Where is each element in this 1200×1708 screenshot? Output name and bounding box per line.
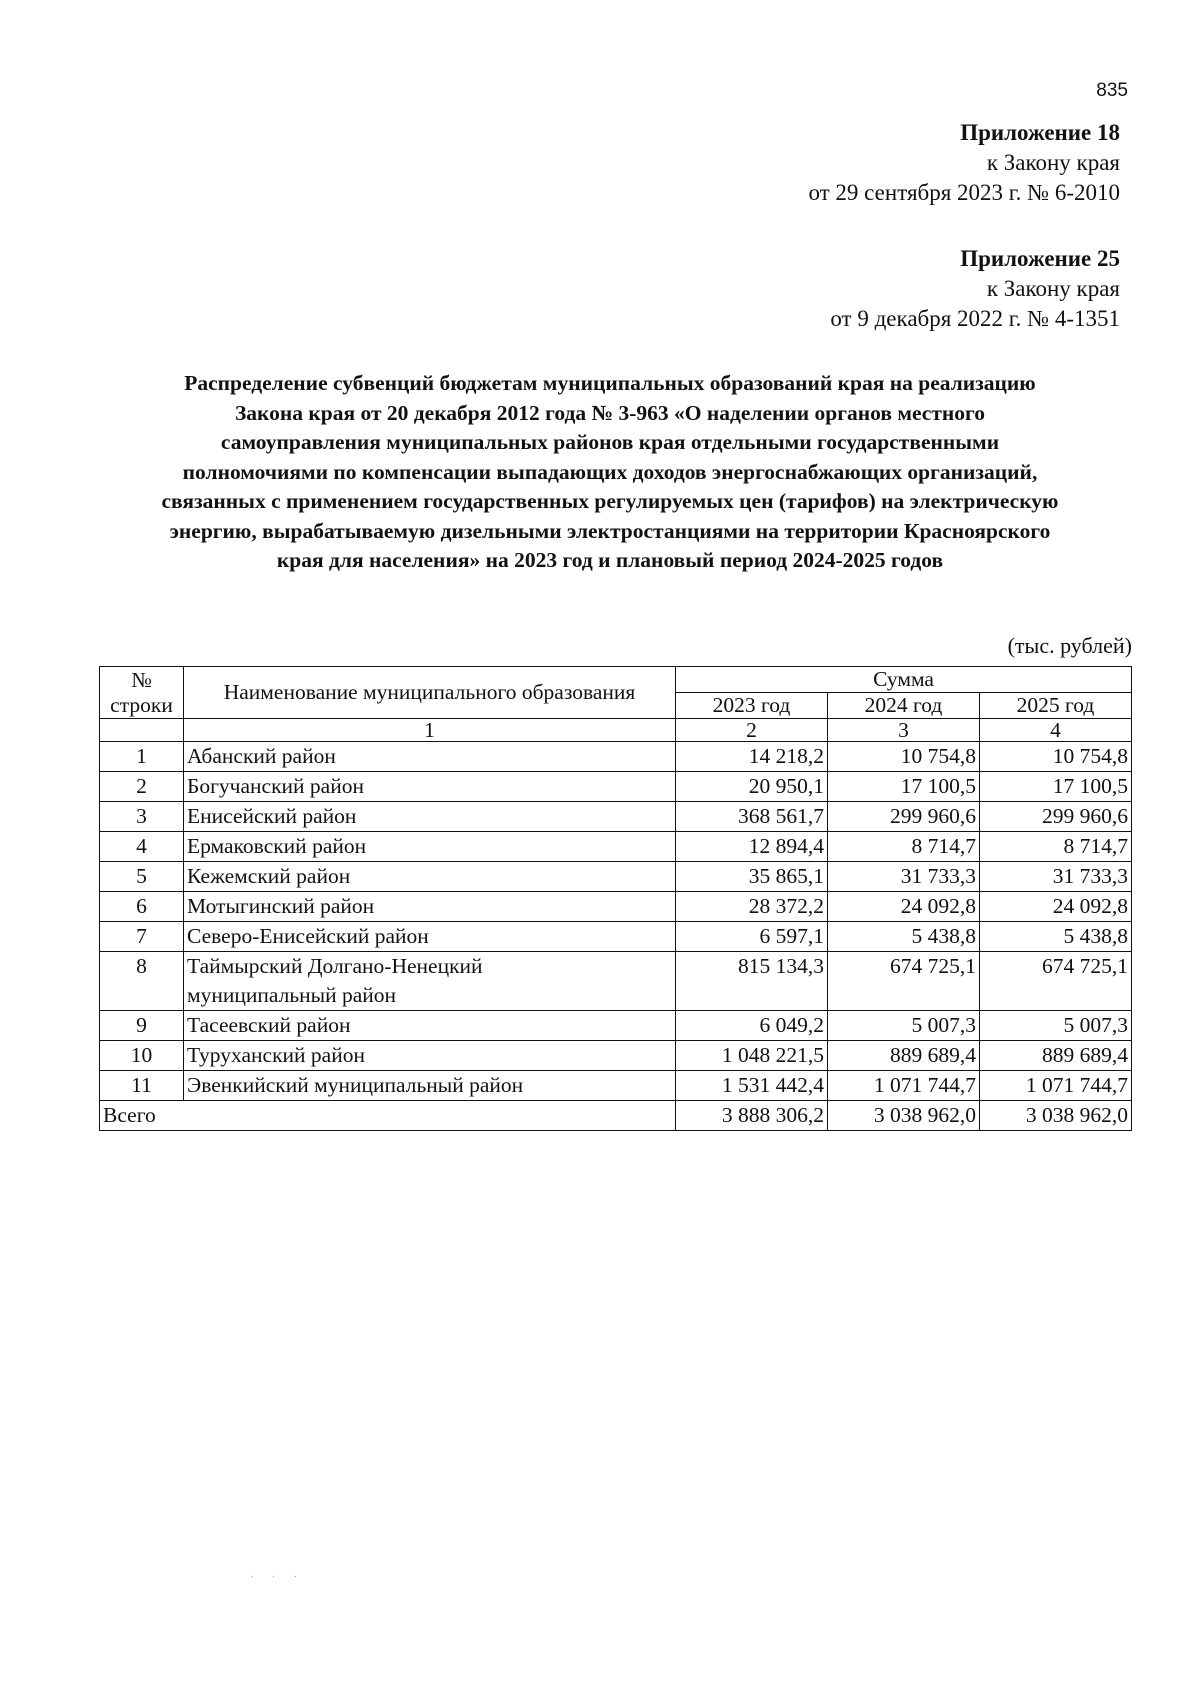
appendix-current-law: к Закону края [986, 150, 1120, 175]
value-2023: 20 950,1 [676, 772, 828, 802]
column-number: 3 [828, 719, 980, 742]
value-2024: 17 100,5 [828, 772, 980, 802]
value-2023: 368 561,7 [676, 802, 828, 832]
value-2025: 889 689,4 [980, 1041, 1132, 1071]
appendix-original-block [830, 244, 1120, 334]
municipality-name: Ермаковский район [184, 832, 676, 862]
table-row [100, 952, 1132, 1011]
appendix-current-date: от 29 сентября 2023 г. № 6-2010 [808, 180, 1120, 205]
value-2025: 17 100,5 [980, 772, 1132, 802]
table-row [100, 922, 1132, 952]
row-number: 2 [100, 772, 184, 802]
municipality-name: Мотыгинский район [184, 892, 676, 922]
value-2025: 299 960,6 [980, 802, 1132, 832]
value-2023: 1 048 221,5 [676, 1041, 828, 1071]
municipality-name: Енисейский район [184, 802, 676, 832]
value-2025: 31 733,3 [980, 862, 1132, 892]
table-row [100, 892, 1132, 922]
row-number: 5 [100, 862, 184, 892]
header-year-2024: 2024 год [828, 693, 980, 719]
row-number: 11 [100, 1071, 184, 1101]
table-row [100, 1011, 1132, 1041]
appendix-current-title: Приложение 18 [960, 120, 1120, 145]
title-line: Распределение субвенций бюджетам муниципальных образований края на реализацию [184, 371, 1036, 395]
value-2024: 5 438,8 [828, 922, 980, 952]
municipality-name: Абанский район [184, 742, 676, 772]
row-number: 1 [100, 742, 184, 772]
value-2023: 6 597,1 [676, 922, 828, 952]
value-2024: 31 733,3 [828, 862, 980, 892]
appendix-current-block [808, 118, 1120, 208]
row-number: 3 [100, 802, 184, 832]
appendix-original-law: к Закону края [986, 276, 1120, 301]
header-row-number [100, 667, 184, 719]
title-line: связанных с применением государственных регулируемых цен (тарифов) на электрическую [161, 489, 1059, 513]
header-row [100, 667, 1132, 693]
value-2025: 10 754,8 [980, 742, 1132, 772]
title-line: самоуправления муниципальных районов края отдельными государственными [220, 430, 1000, 454]
value-2023: 6 049,2 [676, 1011, 828, 1041]
table-row [100, 832, 1132, 862]
table-row [100, 772, 1132, 802]
value-2025: 1 071 744,7 [980, 1071, 1132, 1101]
value-2024: 24 092,8 [828, 892, 980, 922]
column-number: 4 [980, 719, 1132, 742]
row-number: 9 [100, 1011, 184, 1041]
municipality-name: Богучанский район [184, 772, 676, 802]
municipality-name: Туруханский район [184, 1041, 676, 1071]
table-row [100, 1071, 1132, 1101]
municipality-name-line: Таймырский Долгано-Ненецкий [187, 954, 483, 978]
municipality-name-line: муниципальный район [187, 983, 397, 1007]
total-2024: 3 038 962,0 [828, 1101, 980, 1131]
header-year-2023: 2023 год [676, 693, 828, 719]
value-2023: 14 218,2 [676, 742, 828, 772]
column-numbers-row [100, 719, 1132, 742]
value-2025: 5 007,3 [980, 1011, 1132, 1041]
value-2023: 28 372,2 [676, 892, 828, 922]
document-title [90, 369, 1130, 576]
value-2025: 24 092,8 [980, 892, 1132, 922]
table-row [100, 802, 1132, 832]
value-2025: 674 725,1 [980, 952, 1132, 1011]
total-row [100, 1101, 1132, 1131]
value-2024: 1 071 744,7 [828, 1071, 980, 1101]
value-2023: 815 134,3 [676, 952, 828, 1011]
value-2024: 8 714,7 [828, 832, 980, 862]
row-number: 8 [100, 952, 184, 1011]
title-line: Закона края от 20 декабря 2012 года № 3-963 «О наделении органов местного [234, 400, 986, 425]
header-row-number-word: строки [110, 692, 173, 717]
appendix-original-title: Приложение 25 [960, 246, 1120, 271]
title-line: энергию, вырабатываемую дизельными электростанциями на территории Красноярского [169, 518, 1051, 543]
municipality-name: Тасеевский район [184, 1011, 676, 1041]
row-number: 7 [100, 922, 184, 952]
header-sum: Сумма [676, 667, 1132, 693]
page-number: 835 [1096, 80, 1128, 101]
value-2025: 5 438,8 [980, 922, 1132, 952]
value-2024: 5 007,3 [828, 1011, 980, 1041]
column-number: 2 [676, 719, 828, 742]
title-line: полномочиями по компенсации выпадающих доходов энергоснабжающих организаций, [182, 459, 1038, 484]
municipality-name: Северо-Енисейский район [184, 922, 676, 952]
value-2024: 889 689,4 [828, 1041, 980, 1071]
value-2023: 12 894,4 [676, 832, 828, 862]
value-2023: 1 531 442,4 [676, 1071, 828, 1101]
row-number: 4 [100, 832, 184, 862]
value-2024: 10 754,8 [828, 742, 980, 772]
total-2025: 3 038 962,0 [980, 1101, 1132, 1131]
value-2023: 35 865,1 [676, 862, 828, 892]
total-2023: 3 888 306,2 [676, 1101, 828, 1131]
header-year-2025: 2025 год [980, 693, 1132, 719]
scan-artifact-dots: · · · [250, 1572, 305, 1583]
table-row [100, 742, 1132, 772]
header-row-number-sign: № [131, 667, 152, 692]
subsidy-table [99, 666, 1132, 1131]
unit-note: (тыс. рублей) [1007, 633, 1132, 658]
table-row [100, 1041, 1132, 1071]
row-number: 6 [100, 892, 184, 922]
appendix-original-date: от 9 декабря 2022 г. № 4-1351 [830, 306, 1120, 331]
column-number [100, 719, 184, 742]
total-label: Всего [100, 1101, 676, 1131]
value-2024: 299 960,6 [828, 802, 980, 832]
column-number: 1 [184, 719, 676, 742]
value-2025: 8 714,7 [980, 832, 1132, 862]
table-row [100, 862, 1132, 892]
value-2024: 674 725,1 [828, 952, 980, 1011]
title-line: края для населения» на 2023 год и плановый период 2024-2025 годов [276, 548, 944, 572]
row-number: 10 [100, 1041, 184, 1071]
municipality-name: Эвенкийский муниципальный район [184, 1071, 676, 1101]
header-municipality-name: Наименование муниципального образования [184, 667, 676, 719]
municipality-name [184, 952, 676, 1011]
municipality-name: Кежемский район [184, 862, 676, 892]
